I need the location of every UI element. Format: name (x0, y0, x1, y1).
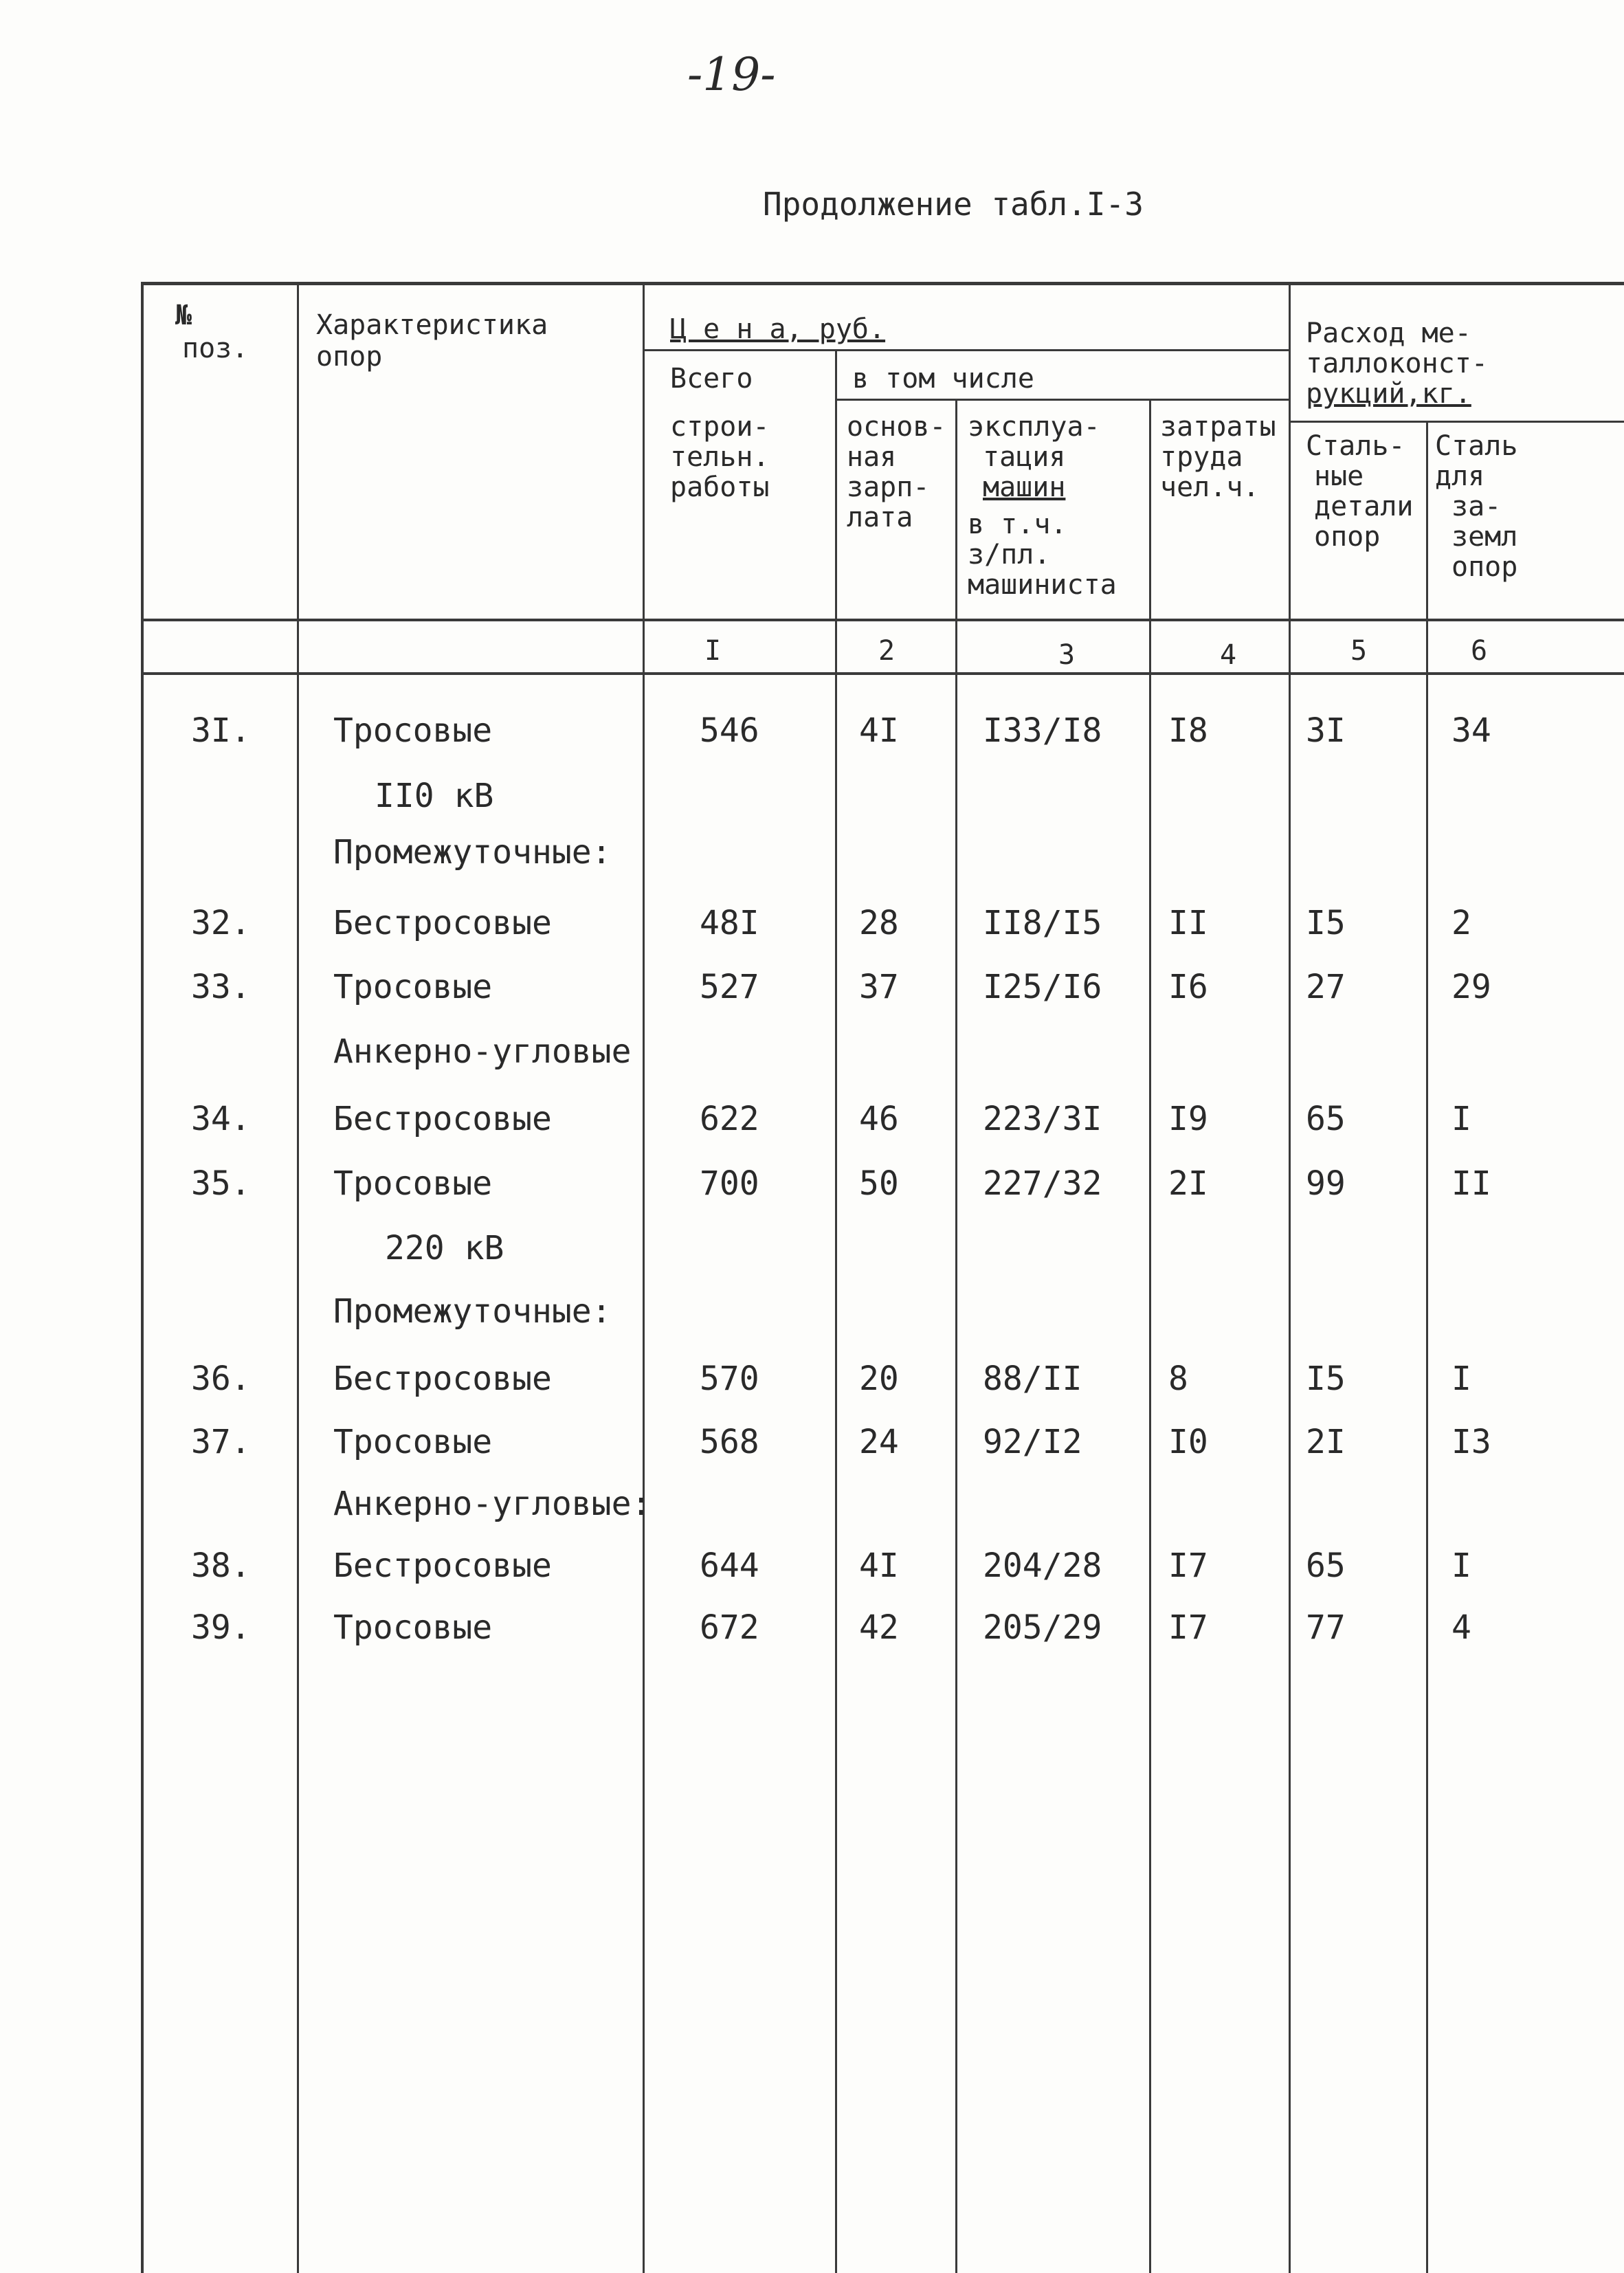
row-steel-details: 99 (1306, 1164, 1346, 1203)
row-labor: I9 (1168, 1100, 1208, 1138)
steel-ground-1: Сталь (1435, 430, 1518, 462)
row-pos: 34. (191, 1100, 251, 1138)
colnum-bottom-rule (141, 672, 1624, 675)
col-rule-6 (1289, 282, 1291, 2273)
col-rule-0 (141, 282, 144, 2273)
row-machines: II8/I5 (983, 904, 1102, 942)
col-number-4: 4 (1220, 639, 1237, 671)
row-base-salary: 4I (859, 1546, 899, 1585)
row-labor: I8 (1168, 711, 1208, 750)
col-rule-4 (955, 399, 957, 2273)
row-base-salary: 20 (859, 1360, 899, 1398)
col-rule-7 (1426, 421, 1428, 2273)
pos-label: поз. (182, 333, 249, 364)
labor-2: труда (1160, 441, 1243, 473)
row-steel-ground: I (1451, 1546, 1471, 1585)
row-labor: I0 (1168, 1423, 1208, 1461)
row-pos: 37. (191, 1423, 251, 1461)
metal-subhead-rule (1289, 421, 1624, 423)
base-salary-2: ная (847, 441, 897, 473)
steel-ground-4: земл (1451, 521, 1518, 553)
steel-details-1: Сталь- (1306, 430, 1405, 462)
row-label: Бестросовые (333, 1546, 552, 1585)
row-pos: 33. (191, 968, 251, 1006)
steel-ground-5: опор (1451, 551, 1518, 583)
row-steel-ground: I (1451, 1100, 1471, 1138)
row-label: Бестросовые (333, 904, 552, 942)
row-label: Тросовые (333, 711, 493, 750)
row-pos: 35. (191, 1164, 251, 1203)
row-steel-details: 77 (1306, 1608, 1346, 1647)
metal-title-3: рукций,кг. (1306, 378, 1471, 410)
row-base-salary: 46 (859, 1100, 899, 1138)
col-number-2: 2 (878, 635, 896, 667)
row-pos: 39. (191, 1608, 251, 1647)
col-number-5: 5 (1350, 635, 1368, 667)
row-base-salary: 24 (859, 1423, 899, 1461)
row-steel-details: I5 (1306, 904, 1346, 942)
steel-details-4: опор (1314, 521, 1381, 553)
row-machines: 227/32 (983, 1164, 1102, 1203)
labor-3: чел.ч. (1160, 472, 1260, 503)
row-build-total: 48I (700, 904, 759, 942)
col-number-3: 3 (1058, 639, 1076, 671)
machines-sub-3: машиниста (968, 569, 1117, 601)
row-labor: I7 (1168, 1608, 1208, 1647)
row-label: Бестросовые (333, 1100, 552, 1138)
metal-title-2: таллоконст- (1306, 348, 1488, 379)
row-pos: 38. (191, 1546, 251, 1585)
page-number: -19- (687, 48, 776, 101)
row-steel-ground: 4 (1451, 1608, 1471, 1647)
row-label: II0 кВ (375, 777, 494, 815)
row-build-total: 672 (700, 1608, 759, 1647)
row-base-salary: 28 (859, 904, 899, 942)
row-labor: 2I (1168, 1164, 1208, 1203)
row-build-total: 644 (700, 1546, 759, 1585)
row-machines: 92/I2 (983, 1423, 1082, 1461)
row-build-total: 570 (700, 1360, 759, 1398)
row-steel-ground: II (1451, 1164, 1491, 1203)
row-label: Тросовые (333, 968, 493, 1006)
steel-details-2: ные (1314, 461, 1364, 492)
char-title-2: опор (316, 341, 383, 373)
row-steel-ground: 2 (1451, 904, 1471, 942)
price-subhead-rule (643, 349, 1289, 351)
row-label: Анкерно-угловые (333, 1032, 632, 1071)
row-steel-details: 3I (1306, 711, 1346, 750)
row-labor: II (1168, 904, 1208, 942)
build-work-3: работы (670, 472, 770, 503)
row-steel-ground: I3 (1451, 1423, 1491, 1461)
row-base-salary: 4I (859, 711, 899, 750)
row-steel-details: 65 (1306, 1100, 1346, 1138)
table-caption: Продолжение табл.I-3 (763, 186, 1144, 223)
row-pos: 32. (191, 904, 251, 942)
machines-sub-2: з/пл. (968, 539, 1051, 570)
row-labor: I6 (1168, 968, 1208, 1006)
row-steel-ground: I (1451, 1360, 1471, 1398)
row-label: Тросовые (333, 1423, 493, 1461)
machines-3: машин (983, 472, 1066, 503)
metal-title-1: Расход ме- (1306, 318, 1471, 349)
row-labor: I7 (1168, 1546, 1208, 1585)
row-base-salary: 42 (859, 1608, 899, 1647)
row-machines: I25/I6 (983, 968, 1102, 1006)
pos-symbol: № (175, 300, 192, 331)
row-steel-details: 65 (1306, 1546, 1346, 1585)
base-salary-1: основ- (847, 411, 946, 443)
row-build-total: 622 (700, 1100, 759, 1138)
including-label: в том числе (852, 363, 1034, 395)
table-top-rule (141, 282, 1624, 285)
base-salary-3: зарп- (847, 472, 930, 503)
row-label: 220 кВ (385, 1229, 504, 1267)
row-steel-details: 2I (1306, 1423, 1346, 1461)
row-pos: 36. (191, 1360, 251, 1398)
row-machines: I33/I8 (983, 711, 1102, 750)
col-number-1: I (704, 635, 722, 667)
col-number-6: 6 (1471, 635, 1488, 667)
char-title: Характеристика (316, 309, 548, 341)
labor-1: затраты (1160, 411, 1276, 443)
steel-details-3: детали (1314, 491, 1414, 522)
steel-ground-2: для (1435, 461, 1485, 492)
row-machines: 88/II (983, 1360, 1082, 1398)
row-label: Промежуточные: (333, 833, 612, 872)
col-rule-2 (643, 282, 645, 2273)
total-label: Всего (670, 363, 753, 395)
steel-ground-3: за- (1451, 491, 1502, 522)
row-base-salary: 50 (859, 1164, 899, 1203)
row-label: Бестросовые (333, 1360, 552, 1398)
row-label: Тросовые (333, 1608, 493, 1647)
col-rule-5 (1149, 399, 1151, 2273)
row-label: Промежуточные: (333, 1292, 612, 1331)
row-pos: 3I. (191, 711, 251, 750)
build-work-2: тельн. (670, 441, 770, 473)
row-steel-details: I5 (1306, 1360, 1346, 1398)
row-steel-details: 27 (1306, 968, 1346, 1006)
row-machines: 205/29 (983, 1608, 1102, 1647)
machines-sub-1: в т.ч. (968, 509, 1067, 540)
header-bottom-rule (141, 619, 1624, 621)
row-build-total: 546 (700, 711, 759, 750)
row-machines: 223/3I (983, 1100, 1102, 1138)
including-subhead-rule (835, 399, 1289, 401)
base-salary-4: лата (847, 502, 913, 533)
row-build-total: 700 (700, 1164, 759, 1203)
row-base-salary: 37 (859, 968, 899, 1006)
row-machines: 204/28 (983, 1546, 1102, 1585)
row-build-total: 527 (700, 968, 759, 1006)
row-label: Анкерно-угловые: (333, 1485, 652, 1523)
row-steel-ground: 34 (1451, 711, 1491, 750)
row-build-total: 568 (700, 1423, 759, 1461)
price-title: Ц е н а, руб. (670, 313, 886, 345)
row-steel-ground: 29 (1451, 968, 1491, 1006)
col-rule-1 (297, 282, 299, 2273)
machines-2: тация (983, 441, 1066, 473)
build-work-1: строи- (670, 411, 770, 443)
row-labor: 8 (1168, 1360, 1188, 1398)
col-rule-3 (835, 349, 837, 2273)
row-label: Тросовые (333, 1164, 493, 1203)
machines-1: эксплуа- (968, 411, 1100, 443)
